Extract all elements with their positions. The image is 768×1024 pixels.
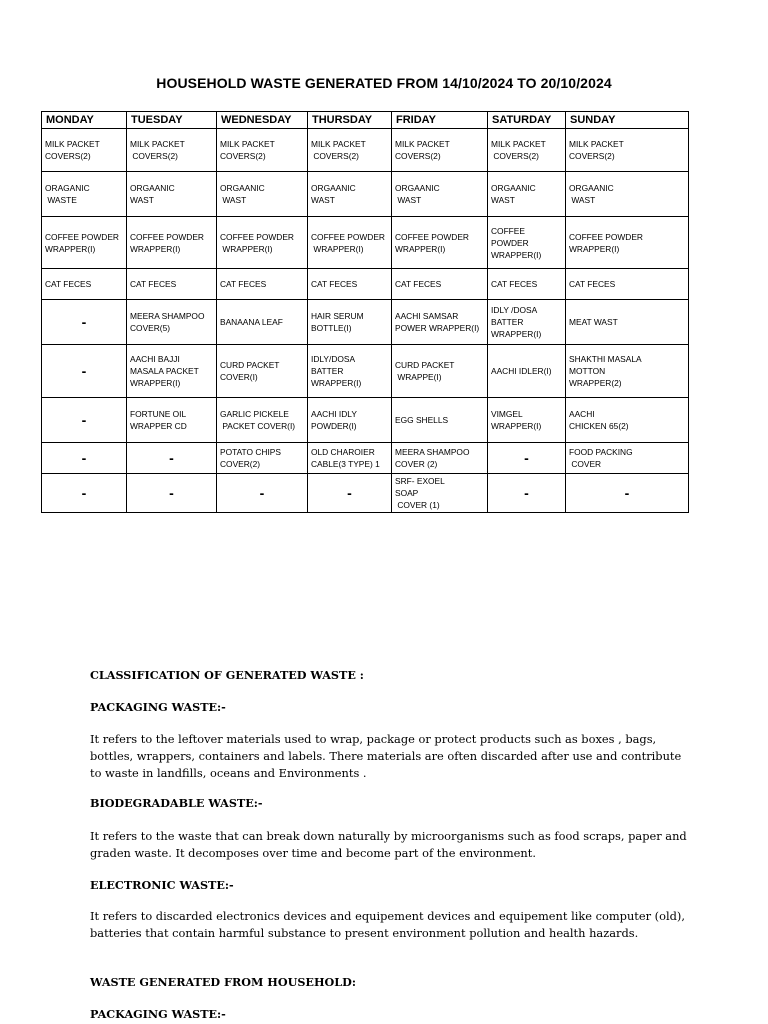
table-cell: ORGAANIC WAST <box>127 172 217 217</box>
table-cell: MILK PACKET COVERS(2) <box>217 129 308 172</box>
table-cell: MILK PACKET COVERS(2) <box>566 129 689 172</box>
table-cell: - <box>42 300 127 345</box>
biodegradable-paragraph: It refers to the waste that can break down naturally by microorganisms such as food scraps, paper and graden waste. It decomposes over time and become part of the environment. <box>90 829 687 860</box>
table-cell: MEAT WAST <box>566 300 689 345</box>
table-cell: - <box>127 474 217 513</box>
table-row <box>42 300 689 345</box>
table-cell: EGG SHELLS <box>392 398 488 443</box>
table-cell: - <box>127 443 217 474</box>
table-row <box>42 474 689 513</box>
table-cell: ORGAANIC WAST <box>217 172 308 217</box>
table-cell: COFFEE POWDER WRAPPER(I) <box>42 217 127 269</box>
table-cell: ORAGANIC WASTE <box>42 172 127 217</box>
table-cell: COFFEE POWDER WRAPPER(I) <box>392 217 488 269</box>
table-cell: - <box>217 474 308 513</box>
table-cell: MILK PACKET COVERS(2) <box>392 129 488 172</box>
table-cell: CURD PACKET WRAPPE(I) <box>392 345 488 398</box>
header-thursday: THURSDAY <box>308 112 392 129</box>
table-cell: MILK PACKET COVERS(2) <box>308 129 392 172</box>
table-cell: COFFEE POWDER WRAPPER(I) <box>488 217 566 269</box>
table-cell: - <box>42 345 127 398</box>
table-cell: MEERA SHAMPOO COVER(5) <box>127 300 217 345</box>
table-cell: CAT FECES <box>566 269 689 300</box>
table-cell: FOOD PACKING COVER <box>566 443 689 474</box>
table-cell: ORGAANIC WAST <box>392 172 488 217</box>
table-cell: GARLIC PICKELE PACKET COVER(I) <box>217 398 308 443</box>
table-body <box>42 129 689 513</box>
classification-heading: CLASSIFICATION OF GENERATED WASTE : <box>90 668 364 682</box>
table-cell: MILK PACKET COVERS(2) <box>488 129 566 172</box>
electronic-paragraph: It refers to discarded electronics devices and equipement devices and equipement like computer (old), batteries that contain harmful substance to present environment pollution and health hazards. <box>90 909 685 940</box>
table-cell: OLD CHAROIER CABLE(3 TYPE) 1 <box>308 443 392 474</box>
document-title: HOUSEHOLD WASTE GENERATED FROM 14/10/2024 TO 20/10/2024 <box>156 75 612 91</box>
table-cell: ORGAANIC WAST <box>488 172 566 217</box>
table-cell: COFFEE POWDER WRAPPER(I) <box>566 217 689 269</box>
header-saturday: SATURDAY <box>488 112 566 129</box>
electronic-heading: ELECTRONIC WASTE:- <box>90 878 234 892</box>
biodegradable-heading: BIODEGRADABLE WASTE:- <box>90 796 263 810</box>
table-row <box>42 269 689 300</box>
table-cell: AACHI IDLY POWDER(I) <box>308 398 392 443</box>
table-cell: BANAANA LEAF <box>217 300 308 345</box>
table-cell: CAT FECES <box>42 269 127 300</box>
header-tuesday: TUESDAY <box>127 112 217 129</box>
table-cell: COFFEE POWDER WRAPPER(I) <box>217 217 308 269</box>
table-cell: - <box>42 443 127 474</box>
table-cell: POTATO CHIPS COVER(2) <box>217 443 308 474</box>
packaging-heading-2: PACKAGING WASTE:- <box>90 1007 226 1021</box>
household-heading: WASTE GENERATED FROM HOUSEHOLD: <box>90 975 356 989</box>
table-cell: ORGAANIC WAST <box>566 172 689 217</box>
table-cell: MEERA SHAMPOO COVER (2) <box>392 443 488 474</box>
waste-table <box>41 111 689 513</box>
table-cell: HAIR SERUM BOTTLE(I) <box>308 300 392 345</box>
table-row <box>42 172 689 217</box>
table-cell: FORTUNE OIL WRAPPER CD <box>127 398 217 443</box>
table-cell: - <box>566 474 689 513</box>
table-row <box>42 217 689 269</box>
table-header-row <box>42 112 689 129</box>
table-cell: CURD PACKET COVER(I) <box>217 345 308 398</box>
table-cell: CAT FECES <box>308 269 392 300</box>
table-cell: AACHI CHICKEN 65(2) <box>566 398 689 443</box>
table-cell: SHAKTHI MASALA MOTTON WRAPPER(2) <box>566 345 689 398</box>
table-cell: CAT FECES <box>488 269 566 300</box>
table-cell: IDLY/DOSA BATTER WRAPPER(I) <box>308 345 392 398</box>
table-cell: AACHI BAJJI MASALA PACKET WRAPPER(I) <box>127 345 217 398</box>
table-cell: CAT FECES <box>127 269 217 300</box>
table-cell: - <box>42 474 127 513</box>
table-cell: CAT FECES <box>217 269 308 300</box>
table-cell: AACHI IDLER(I) <box>488 345 566 398</box>
packaging-heading: PACKAGING WASTE:- <box>90 700 226 714</box>
table-row <box>42 443 689 474</box>
packaging-paragraph: It refers to the leftover materials used to wrap, package or protect products such as boxes , bags, bottles, wrappers, containers and labels. There materials are often discarded after use and contribute to waste in landfills, oceans and Environments . <box>90 732 682 780</box>
table-cell: ORGAANIC WAST <box>308 172 392 217</box>
table-cell: CAT FECES <box>392 269 488 300</box>
table-cell: - <box>42 398 127 443</box>
header-monday: MONDAY <box>42 112 127 129</box>
table-row <box>42 129 689 172</box>
table-cell: MILK PACKET COVERS(2) <box>42 129 127 172</box>
table-row <box>42 398 689 443</box>
table-cell: COFFEE POWDER WRAPPER(I) <box>308 217 392 269</box>
table-cell: VIMGEL WRAPPER(I) <box>488 398 566 443</box>
header-sunday: SUNDAY <box>566 112 689 129</box>
table-cell: SRF- EXOEL SOAP COVER (1) <box>392 474 488 513</box>
table-cell: MILK PACKET COVERS(2) <box>127 129 217 172</box>
header-wednesday: WEDNESDAY <box>217 112 308 129</box>
header-friday: FRIDAY <box>392 112 488 129</box>
table-cell: COFFEE POWDER WRAPPER(I) <box>127 217 217 269</box>
table-cell: IDLY /DOSA BATTER WRAPPER(I) <box>488 300 566 345</box>
table-cell: - <box>488 443 566 474</box>
table-cell: - <box>308 474 392 513</box>
table-cell: - <box>488 474 566 513</box>
table-row <box>42 345 689 398</box>
table-cell: AACHI SAMSAR POWER WRAPPER(I) <box>392 300 488 345</box>
